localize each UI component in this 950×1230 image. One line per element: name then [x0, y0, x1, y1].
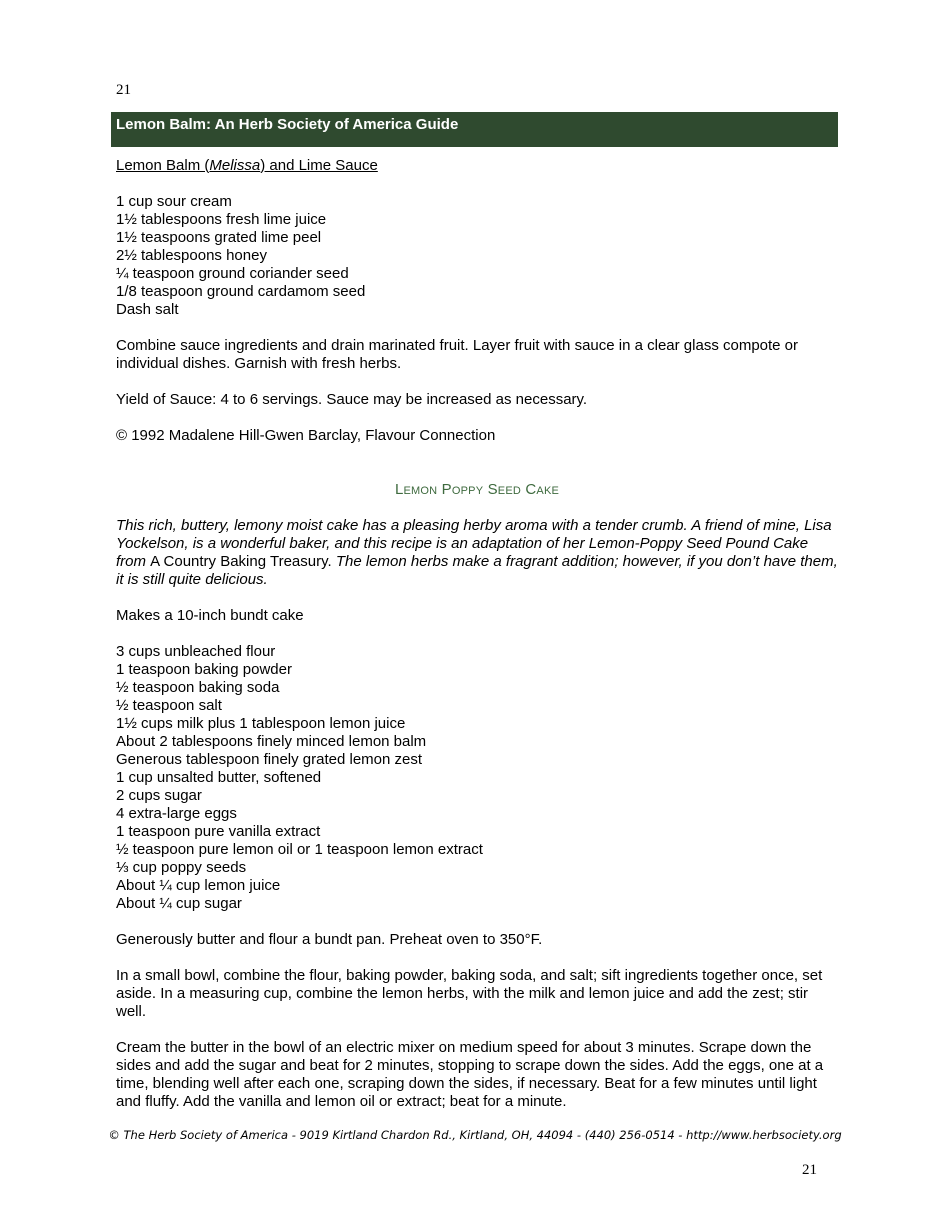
cake-ingredient: 4 extra-large eggs: [116, 805, 237, 822]
sauce-instructions: Combine sauce ingredients and drain marinated fruit. Layer fruit with sauce in a clear glass compote or individual dishes. Garnish with fresh herbs.: [116, 337, 799, 372]
sauce-title-post: ) and Lime Sauce: [260, 157, 378, 174]
cake-intro-part-1: This rich, buttery, lemony moist cake has a pleasing herby aroma with a tender crumb. A friend of mine, Lisa Yockelson, is a wonderful baker, and this recipe is an adaptation of her Lemon-Poppy Seed Pound Cake from: [116, 517, 832, 570]
cake-ingredient: Generous tablespoon finely grated lemon zest: [116, 751, 423, 768]
sauce-ingredient-list: [116, 193, 838, 319]
cake-ingredient: About ¼ cup lemon juice: [116, 877, 281, 894]
sauce-title-pre: Lemon Balm (: [116, 157, 210, 174]
sauce-ingredient: 1½ tablespoons fresh lime juice: [116, 211, 327, 228]
cake-step-1: Generously butter and flour a bundt pan. Preheat oven to 350°F.: [116, 931, 543, 948]
cake-step-2: In a small bowl, combine the flour, baking powder, baking soda, and salt; sift ingredients together once, set aside. In a measuring cup, combine the lemon herbs, with the milk and lemon juice and add the zest; stir well.: [116, 967, 823, 1020]
sauce-ingredient: 2½ tablespoons honey: [116, 247, 267, 264]
sauce-yield: Yield of Sauce: 4 to 6 servings. Sauce may be increased as necessary.: [116, 391, 588, 408]
cake-ingredient: ½ teaspoon pure lemon oil or 1 teaspoon lemon extract: [116, 841, 483, 858]
sauce-title-italic: Melissa: [209, 157, 261, 174]
cake-step-3: Cream the butter in the bowl of an electric mixer on medium speed for about 3 minutes. Scrape down the sides and add the sugar and beat for 2 minutes, stopping to scrape down the sides. Add the eggs, one at a time, blending well after each one, scraping down the sides, if necessary. Beat for a few minutes until light and fluffy. Add the vanilla and lemon oil or extract; beat for a minute.: [116, 1039, 824, 1110]
cake-intro: [116, 517, 838, 589]
sauce-copyright: © 1992 Madalene Hill-Gwen Barclay, Flavour Connection: [116, 427, 496, 444]
page-number-bottom: 21: [802, 1162, 817, 1178]
cake-ingredient-list: [116, 643, 838, 913]
cake-title: Lemon Poppy Seed Cake: [394, 481, 560, 498]
cake-makes: Makes a 10-inch bundt cake: [116, 607, 304, 624]
cake-ingredient: ⅓ cup poppy seeds: [116, 859, 247, 876]
header-banner: Lemon Balm: An Herb Society of America Guide: [111, 112, 838, 147]
cake-ingredient: 1 cup unsalted butter, softened: [116, 769, 322, 786]
sauce-ingredient: 1½ teaspoons grated lime peel: [116, 229, 322, 246]
cake-intro-book-title: A Country Baking Treasury.: [150, 553, 332, 570]
sauce-ingredient: 1/8 teaspoon ground cardamom seed: [116, 283, 366, 300]
cake-ingredient: 2 cups sugar: [116, 787, 202, 804]
cake-ingredient: 1 teaspoon pure vanilla extract: [116, 823, 321, 840]
cake-intro-part-2: The lemon herbs make a fragrant addition; however, if you don’t have them, it is still quite delicious.: [116, 553, 838, 588]
sauce-title: [116, 157, 838, 175]
cake-ingredient: ½ teaspoon baking soda: [116, 679, 280, 696]
cake-ingredient: ½ teaspoon salt: [116, 697, 222, 714]
footer: [0, 1128, 950, 1142]
cake-ingredient: 1½ cups milk plus 1 tablespoon lemon juice: [116, 715, 406, 732]
page-content: [116, 157, 838, 1111]
cake-ingredient: 3 cups unbleached flour: [116, 643, 276, 660]
cake-ingredient: About ¼ cup sugar: [116, 895, 242, 912]
page-number-top: 21: [116, 82, 131, 98]
sauce-ingredient: ¼ teaspoon ground coriander seed: [116, 265, 349, 282]
cake-ingredient: 1 teaspoon baking powder: [116, 661, 292, 678]
sauce-ingredient: 1 cup sour cream: [116, 193, 232, 210]
footer-text: © The Herb Society of America - 9019 Kirtland Chardon Rd., Kirtland, OH, 44094 - (440) 256-0514 - http://www.herbsociety.org: [108, 1128, 842, 1142]
sauce-ingredient: Dash salt: [116, 301, 179, 318]
cake-ingredient: About 2 tablespoons finely minced lemon balm: [116, 733, 427, 750]
